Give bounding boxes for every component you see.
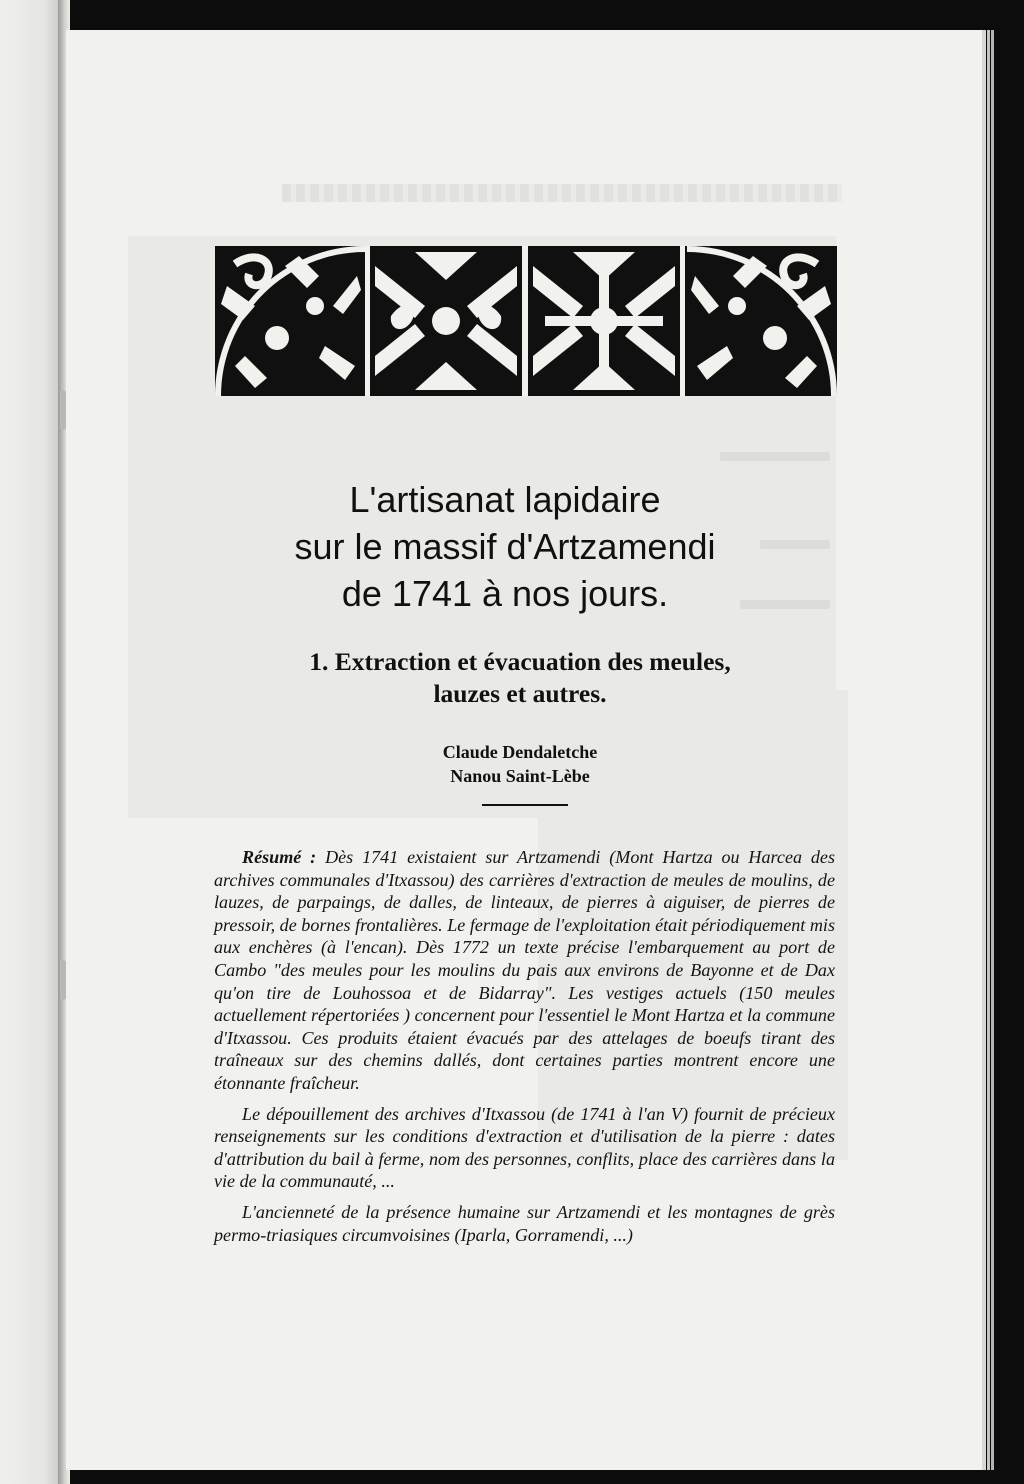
decorative-frieze [215,246,837,396]
page-edge [987,30,990,1470]
author-name: Claude Dendaletche [442,742,598,762]
facing-page-edge [0,0,62,1484]
abstract-paragraph [214,846,835,1095]
show-through-text [720,452,830,461]
subtitle-line: 1. Extraction et évacuation des meules, [309,647,731,676]
article-subtitle [140,646,900,710]
article-title [140,476,870,617]
abstract-paragraph: Le dépouillement des archives d'Itxassou (de 1741 à l'an V) fournit de précieux renseignements sur les conditions d'extraction et d'utilisation de la pierre : dates d'attribution du bail à ferme, nom des personnes, conflits, place des carrières dans la vie de la communauté, ... [214,1103,835,1192]
author-name: Nanou Saint-Lèbe [450,766,590,786]
page-edge [991,30,994,1470]
page-edge [982,30,986,1470]
title-line: de 1741 à nos jours. [341,573,669,614]
title-line: sur le massif d'Artzamendi [294,526,716,567]
abstract-label: Résumé : [242,847,317,867]
title-line: L'artisanat lapidaire [349,479,661,520]
abstract-text: Dès 1741 existaient sur Artzamendi (Mont Hartza ou Harcea des archives communales d'Itxassou) des carrières d'extraction de meules de moulins, de lauzes, de parpaings, de dalles, de linteaux, de pierres à aiguiser, de pierres de pressoir, de bornes frontalières. Le fermage de l'exploitation était périodiquement mis aux enchères (à l'encan). Dès 1772 un texte précise l'embarquement au port de Cambo "des meules pour les moulins du pais aux environs de Bayonne et de Dax qu'on tire de Louhossoa et de Bidarray". Les vestiges actuels (150 meules actuellement répertoriées ) concernent pour l'essentiel le Mont Hartza et la commune d'Itxassou. Ces produits étaient évacués par des attelages de boeufs tirant des traîneaux sur des chemins dallés, dont certaines parties montrent encore une étonnante fraîcheur. [214,847,836,1093]
show-through-running-header [282,184,842,202]
author-list [300,740,740,788]
abstract-paragraph: L'ancienneté de la présence humaine sur Artzamendi et les montagnes de grès permo-triasiques circumvoisines (Iparla, Gorramendi, ...) [214,1201,835,1245]
separator-rule [482,804,568,806]
abstract [214,846,835,1246]
subtitle-line: lauzes et autres. [433,679,607,708]
